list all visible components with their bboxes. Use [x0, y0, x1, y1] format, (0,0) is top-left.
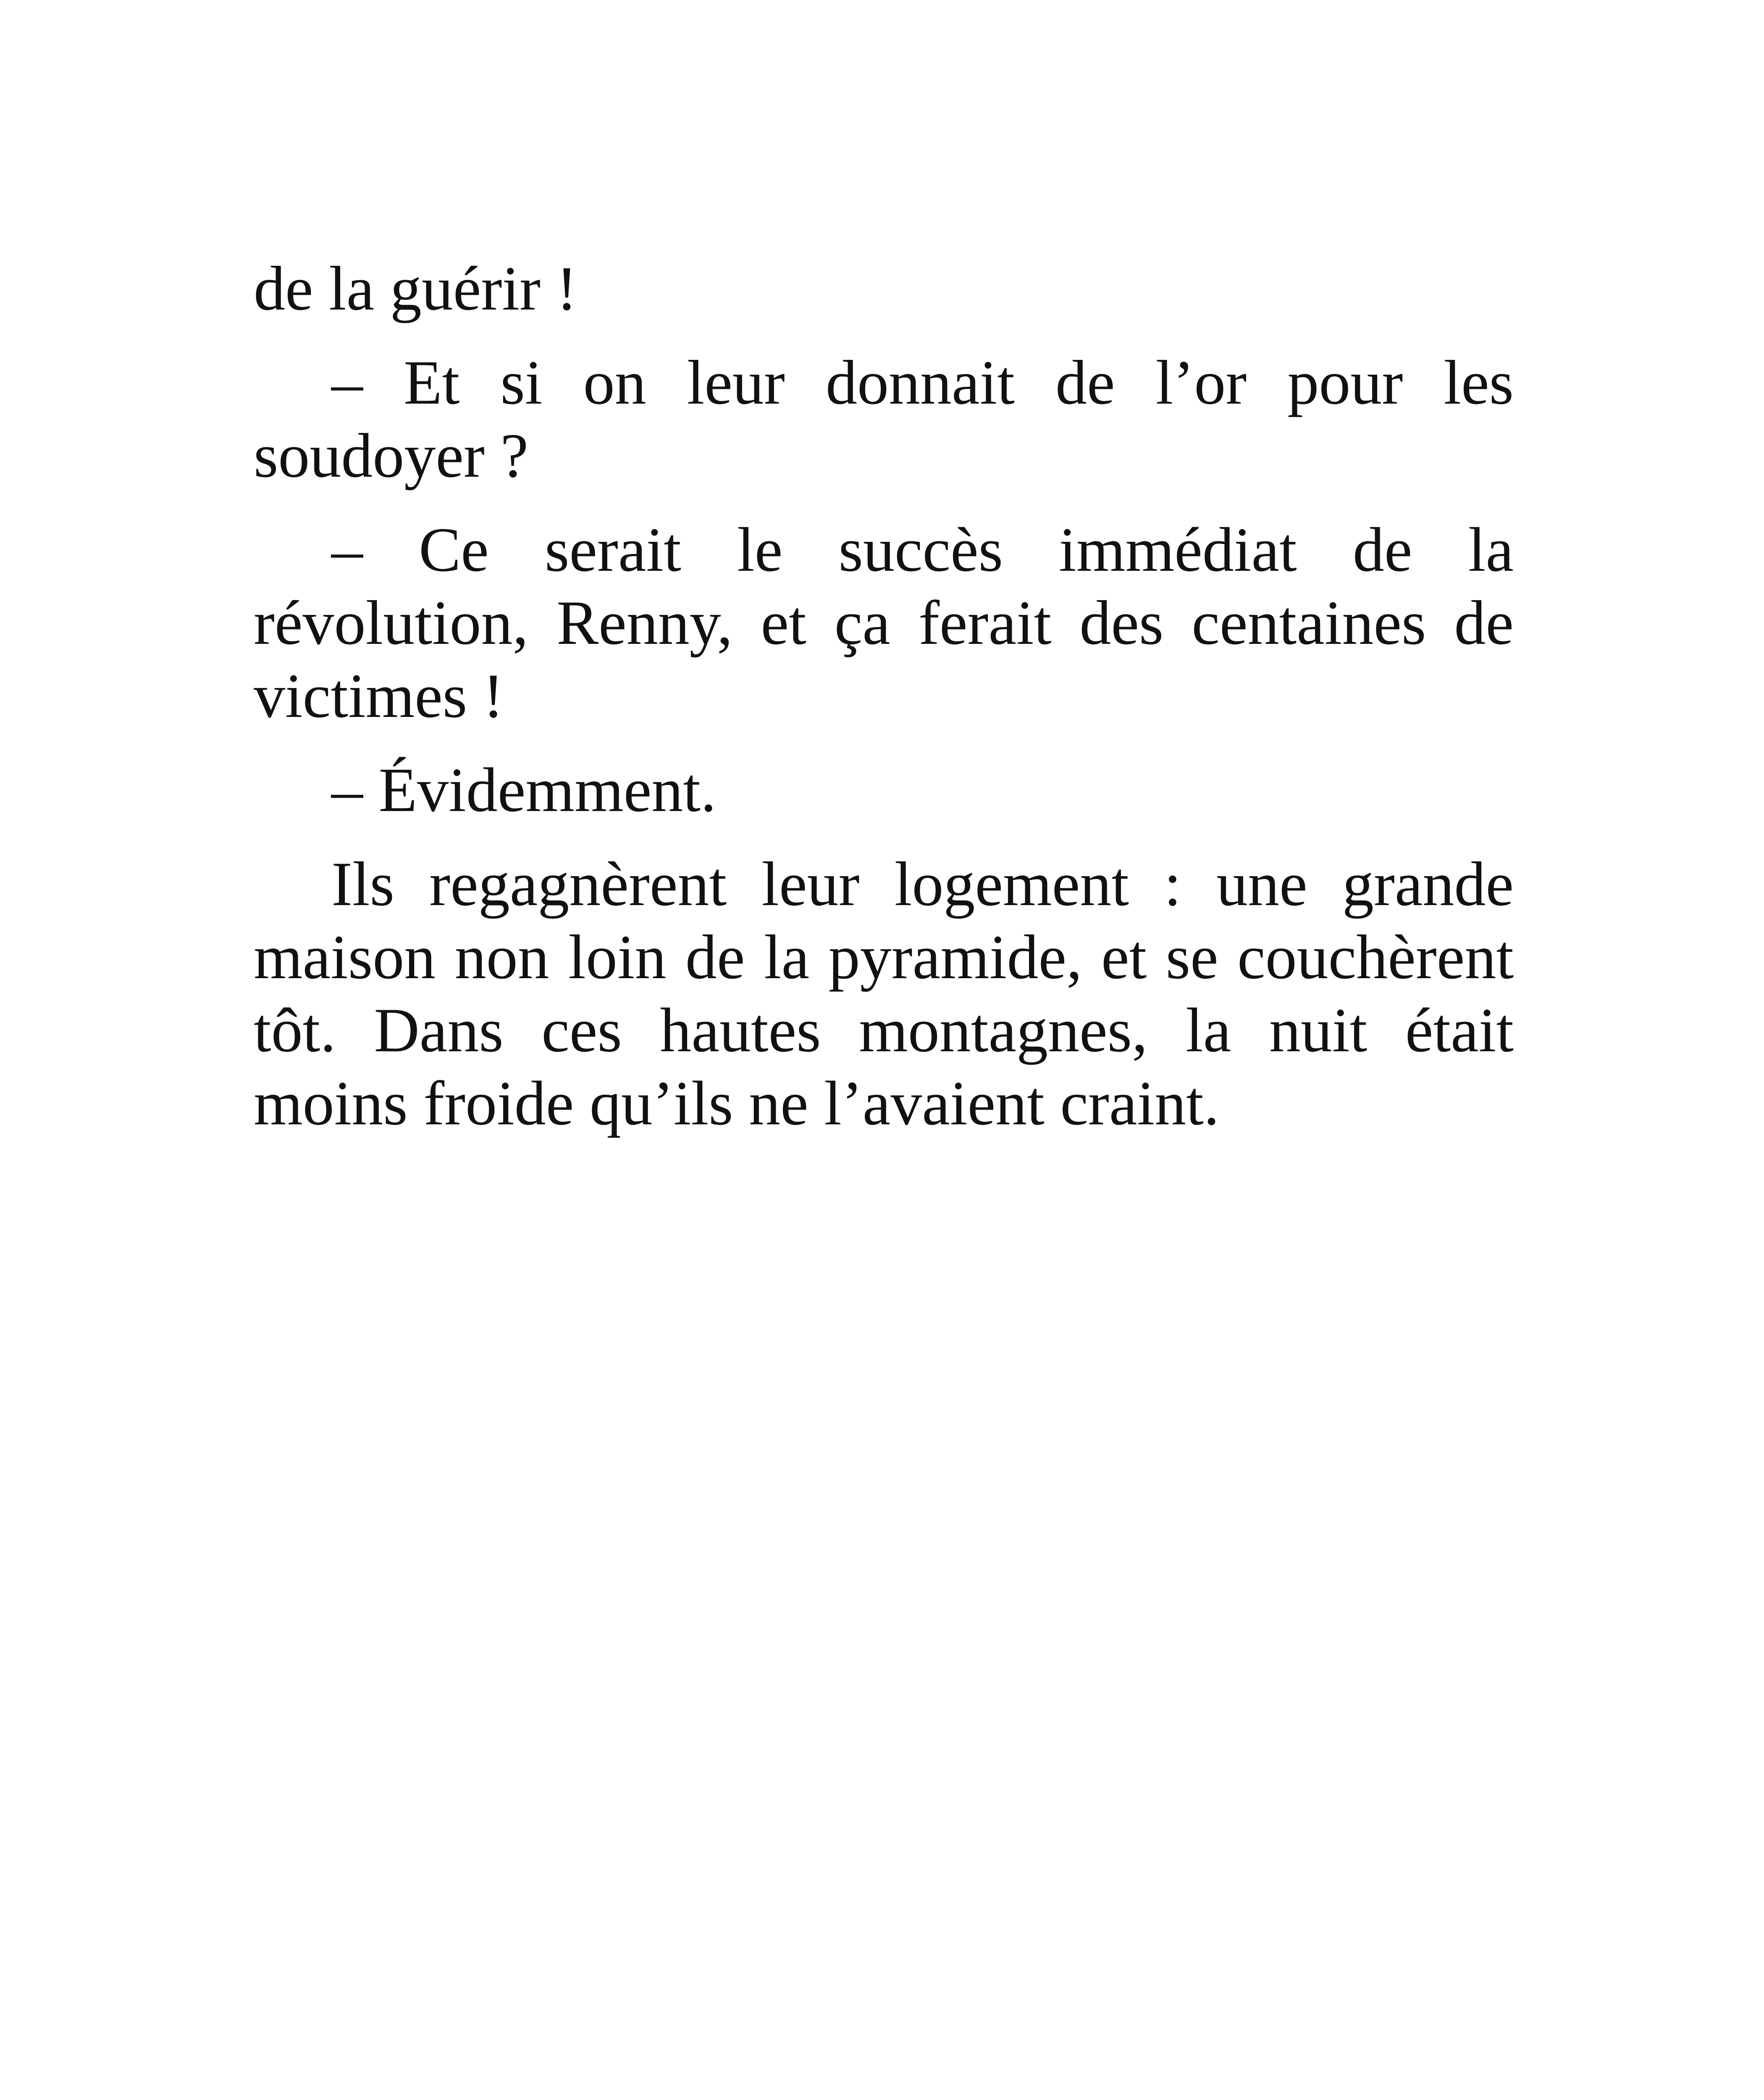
paragraph-dialogue: – Ce serait le succès immédiat de la révolution, Renny, et ça ferait des centaines de victimes !	[254, 515, 1514, 731]
body-text	[254, 252, 1514, 1161]
paragraph-dialogue: – Évidemment.	[331, 755, 717, 825]
paragraph-continuation: de la guérir !	[254, 254, 578, 323]
paragraph-narration: Ils regagnèrent leur logement : une grande maison non loin de la pyramide, et se couchèrent tôt. Dans ces hautes montagnes, la nuit était moins froide qu’ils ne l’avaient craint.	[254, 849, 1514, 1138]
paragraph-dialogue: – Et si on leur donnait de l’or pour les soudoyer ?	[254, 348, 1514, 491]
